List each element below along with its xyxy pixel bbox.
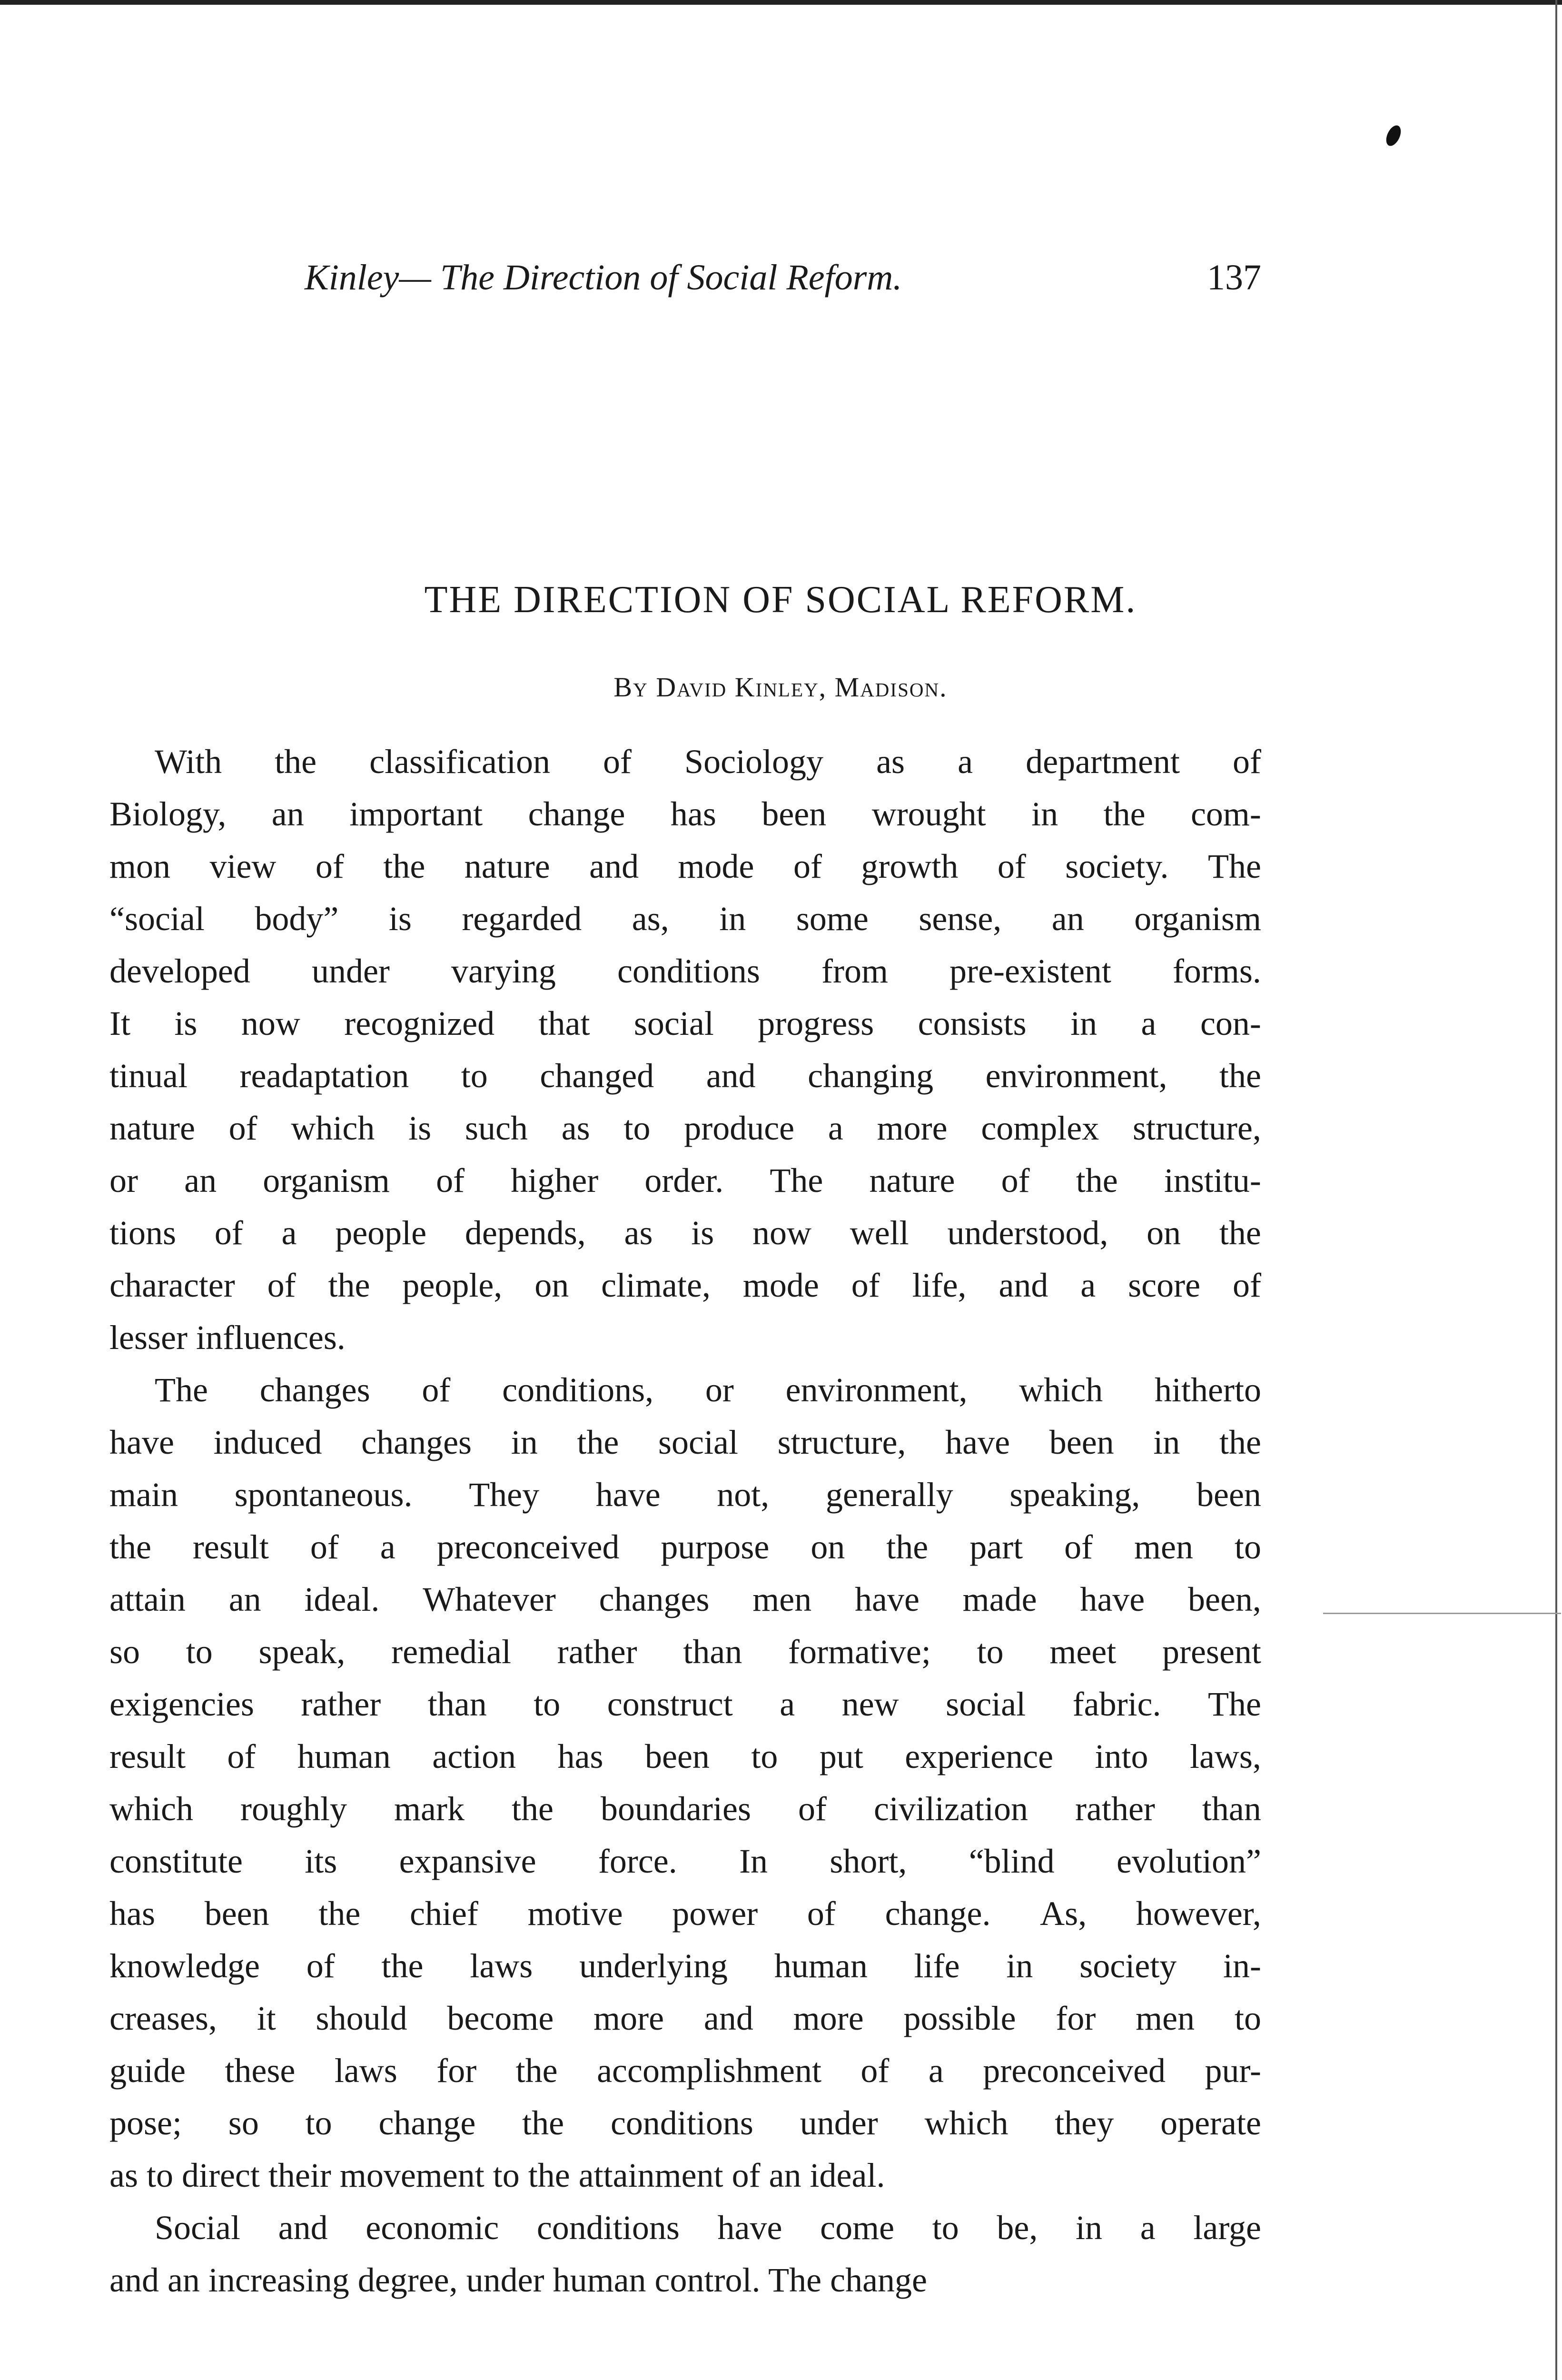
text-line: and an increasing degree, under human control. The change	[109, 2261, 927, 2299]
text-line: have induced changes in the social structure, have been in the	[109, 1423, 1261, 1461]
ink-blot	[1383, 123, 1404, 149]
byline: By David Kinley, Madison.	[613, 672, 948, 703]
text-line: or an organism of higher order. The nature of the institu-	[109, 1161, 1261, 1200]
page-number: 137	[1207, 258, 1261, 298]
scan-fold-line	[1323, 1613, 1561, 1614]
text-line: has been the chief motive power of change. As, however,	[109, 1894, 1261, 1933]
text-line: Social and economic conditions have come to be, in a large	[155, 2209, 1261, 2247]
article-title: THE DIRECTION OF SOCIAL REFORM.	[424, 579, 1137, 621]
text-line: tions of a people depends, as is now well understood, on the	[109, 1214, 1261, 1252]
text-line: main spontaneous. They have not, generally speaking, been	[109, 1476, 1261, 1514]
scan-right-edge	[1555, 0, 1557, 2380]
text-line: pose; so to change the conditions under which they operate	[109, 2104, 1261, 2142]
paragraph	[109, 2202, 1261, 2306]
text-line: With the classification of Sociology as a department of	[155, 743, 1261, 781]
text-line: “social body” is regarded as, in some sense, an organism	[109, 900, 1261, 938]
text-line: knowledge of the laws underlying human life in society in-	[109, 1947, 1261, 1985]
scan-top-edge	[0, 0, 1562, 5]
running-head	[305, 248, 1261, 305]
text-line: as to direct their movement to the attainment of an ideal.	[109, 2156, 885, 2194]
text-line: developed under varying conditions from pre-existent forms.	[109, 952, 1261, 990]
article-body	[109, 735, 1261, 2306]
paragraph	[109, 1364, 1261, 2202]
text-line: It is now recognized that social progress consists in a con-	[109, 1004, 1261, 1042]
text-line: which roughly mark the boundaries of civilization rather than	[109, 1790, 1261, 1828]
text-line: creases, it should become more and more possible for men to	[109, 1999, 1261, 2037]
text-line: the result of a preconceived purpose on the part of men to	[109, 1528, 1261, 1566]
text-line: mon view of the nature and mode of growth of society. The	[109, 847, 1261, 885]
text-line: tinual readaptation to changed and changing environment, the	[109, 1057, 1261, 1095]
text-line: Biology, an important change has been wrought in the com-	[109, 795, 1261, 833]
text-line: exigencies rather than to construct a new social fabric. The	[109, 1685, 1261, 1723]
text-line: nature of which is such as to produce a more complex structure,	[109, 1109, 1261, 1147]
text-line: character of the people, on climate, mode of life, and a score of	[109, 1266, 1261, 1304]
paragraph	[109, 735, 1261, 1364]
text-line: lesser influences.	[109, 1319, 346, 1357]
text-line: The changes of conditions, or environment, which hitherto	[155, 1371, 1261, 1409]
text-line: result of human action has been to put experience into laws,	[109, 1737, 1261, 1775]
text-line: attain an ideal. Whatever changes men have made have been,	[109, 1580, 1261, 1618]
text-line: so to speak, remedial rather than formative; to meet present	[109, 1633, 1261, 1671]
text-line: guide these laws for the accomplishment of a preconceived pur-	[109, 2052, 1261, 2090]
running-title: Kinley— The Direction of Social Reform.	[305, 258, 902, 298]
text-line: constitute its expansive force. In short, “blind evolution”	[109, 1842, 1261, 1880]
